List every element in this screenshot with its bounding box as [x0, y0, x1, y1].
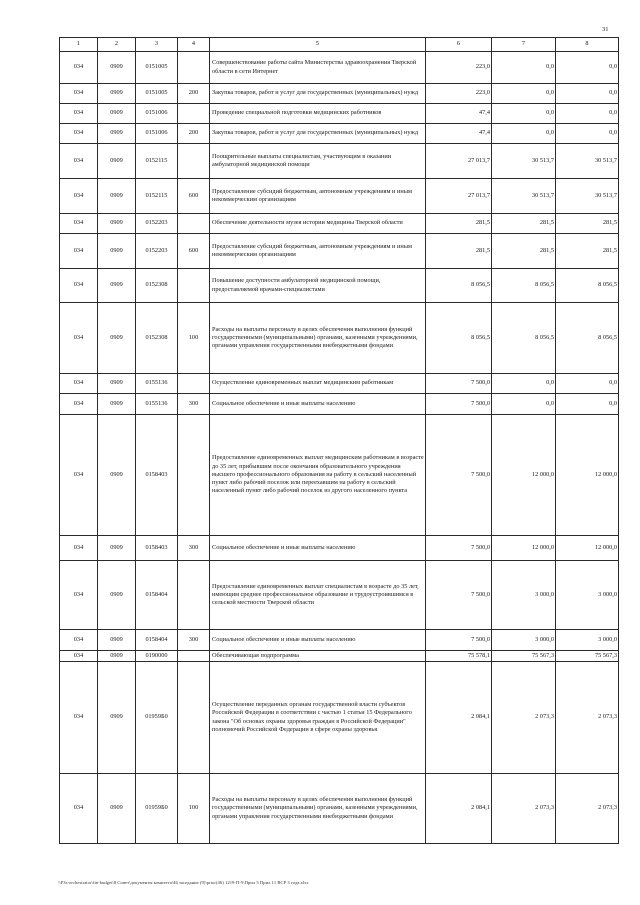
- cell-description: Совершенствование работы сайта Министерства здравоохранения Тверской области в сети Интернет: [210, 52, 426, 84]
- cell-admin-code: 034: [60, 234, 98, 269]
- cell-value-col8: 30 513,7: [556, 179, 619, 214]
- cell-value-col8: 8 056,5: [556, 269, 619, 303]
- header-cell: 8: [556, 38, 619, 52]
- cell-expense-type: 100: [178, 303, 210, 374]
- cell-section-code: 0909: [98, 630, 136, 651]
- cell-value-col8: 12 000,0: [556, 415, 619, 536]
- cell-value-col7: 2 073,3: [492, 662, 556, 774]
- cell-description: Предоставление единовременных выплат специалистам в возрасте до 35 лет, имеющим среднее профессиональное образование и трудоустроившимся в сельской местности Тверской области: [210, 561, 426, 630]
- cell-target-code: 0152115: [136, 144, 178, 179]
- cell-target-code: 0152308: [136, 269, 178, 303]
- cell-section-code: 0909: [98, 84, 136, 104]
- cell-value-col6: 2 084,1: [426, 662, 492, 774]
- header-cell: 6: [426, 38, 492, 52]
- cell-description: Социальное обеспечение и иные выплаты населению: [210, 394, 426, 415]
- cell-expense-type: 300: [178, 536, 210, 561]
- table-row: [60, 104, 619, 124]
- cell-section-code: 0909: [98, 124, 136, 144]
- cell-description: Расходы на выплаты персоналу в целях обеспечения выполнения функций государственными (муниципальными) органами, казенными учреждениями, органами управления государственными внебюджетными фондами: [210, 774, 426, 844]
- table-row: [60, 52, 619, 84]
- cell-value-col7: 3 000,0: [492, 561, 556, 630]
- cell-admin-code: 034: [60, 536, 98, 561]
- cell-description: Проведение специальной подготовки медицинских работников: [210, 104, 426, 124]
- table-row: [60, 144, 619, 179]
- cell-expense-type: [178, 415, 210, 536]
- cell-value-col7: 0,0: [492, 84, 556, 104]
- cell-target-code: 01959Б0: [136, 774, 178, 844]
- cell-value-col6: 27 013,7: [426, 179, 492, 214]
- cell-target-code: 0152203: [136, 234, 178, 269]
- cell-value-col8: 0,0: [556, 104, 619, 124]
- cell-expense-type: 200: [178, 84, 210, 104]
- cell-expense-type: 300: [178, 630, 210, 651]
- cell-admin-code: 034: [60, 144, 98, 179]
- cell-description: Предоставление единовременных выплат медицинским работникам в возрасте до 35 лет, прибывшим после окончания образовательного учреждения высшего профессионального образования на работу в сельский населенный пункт либо рабочий поселок или переехавшим на работу в сельский населенный пункт либо рабочий поселок из другого населенного пункта: [210, 415, 426, 536]
- cell-expense-type: 600: [178, 234, 210, 269]
- cell-target-code: 0158403: [136, 415, 178, 536]
- cell-section-code: 0909: [98, 303, 136, 374]
- cell-value-col6: 7 500,0: [426, 630, 492, 651]
- cell-value-col7: 12 000,0: [492, 536, 556, 561]
- cell-value-col8: 8 056,5: [556, 303, 619, 374]
- cell-expense-type: [178, 144, 210, 179]
- cell-admin-code: 034: [60, 104, 98, 124]
- table-row: [60, 303, 619, 374]
- cell-value-col8: 3 000,0: [556, 630, 619, 651]
- cell-value-col8: 281,5: [556, 234, 619, 269]
- cell-expense-type: 300: [178, 394, 210, 415]
- page-number: 31: [602, 26, 609, 33]
- cell-value-col7: 30 513,7: [492, 179, 556, 214]
- cell-value-col6: 2 084,1: [426, 774, 492, 844]
- cell-admin-code: 034: [60, 394, 98, 415]
- cell-expense-type: 200: [178, 124, 210, 144]
- cell-value-col8: 0,0: [556, 394, 619, 415]
- cell-value-col7: 0,0: [492, 374, 556, 394]
- header-cell: 7: [492, 38, 556, 52]
- cell-section-code: 0909: [98, 104, 136, 124]
- cell-value-col6: 7 500,0: [426, 536, 492, 561]
- cell-expense-type: [178, 662, 210, 774]
- table-row: [60, 394, 619, 415]
- table-row: [60, 774, 619, 844]
- cell-value-col8: 75 567,3: [556, 651, 619, 662]
- cell-section-code: 0909: [98, 415, 136, 536]
- cell-admin-code: 034: [60, 561, 98, 630]
- cell-value-col7: 8 056,5: [492, 303, 556, 374]
- cell-value-col6: 281,5: [426, 214, 492, 234]
- cell-description: Предоставление субсидий бюджетным, автономным учреждениям и иным некоммерческим организациям: [210, 179, 426, 214]
- cell-expense-type: [178, 214, 210, 234]
- cell-value-col8: 281,5: [556, 214, 619, 234]
- cell-expense-type: [178, 651, 210, 662]
- cell-admin-code: 034: [60, 179, 98, 214]
- cell-description: Осуществление единовременных выплат медицинским работникам: [210, 374, 426, 394]
- cell-value-col7: 12 000,0: [492, 415, 556, 536]
- cell-target-code: 0190000: [136, 651, 178, 662]
- cell-admin-code: 034: [60, 214, 98, 234]
- cell-target-code: 0152115: [136, 179, 178, 214]
- cell-admin-code: 034: [60, 662, 98, 774]
- cell-admin-code: 034: [60, 630, 98, 651]
- cell-value-col7: 75 567,3: [492, 651, 556, 662]
- table-row: [60, 214, 619, 234]
- budget-table: [59, 37, 619, 844]
- table-row: [60, 124, 619, 144]
- table-row: [60, 374, 619, 394]
- cell-value-col6: 27 013,7: [426, 144, 492, 179]
- cell-target-code: 0151005: [136, 52, 178, 84]
- cell-value-col6: 7 500,0: [426, 394, 492, 415]
- table-row: [60, 651, 619, 662]
- cell-description: Обеспечивающая подпрограмма: [210, 651, 426, 662]
- cell-value-col7: 281,5: [492, 234, 556, 269]
- cell-target-code: 0152308: [136, 303, 178, 374]
- cell-section-code: 0909: [98, 52, 136, 84]
- cell-expense-type: [178, 374, 210, 394]
- table-row: [60, 269, 619, 303]
- header-cell: 4: [178, 38, 210, 52]
- header-cell: 2: [98, 38, 136, 52]
- cell-value-col6: 7 500,0: [426, 561, 492, 630]
- cell-value-col6: 8 056,5: [426, 303, 492, 374]
- cell-target-code: 0158404: [136, 561, 178, 630]
- cell-expense-type: [178, 561, 210, 630]
- table-row: [60, 630, 619, 651]
- cell-section-code: 0909: [98, 536, 136, 561]
- table-row: [60, 415, 619, 536]
- cell-admin-code: 034: [60, 303, 98, 374]
- cell-expense-type: [178, 52, 210, 84]
- cell-section-code: 0909: [98, 651, 136, 662]
- cell-section-code: 0909: [98, 662, 136, 774]
- cell-value-col7: 30 513,7: [492, 144, 556, 179]
- cell-admin-code: 034: [60, 84, 98, 104]
- cell-value-col7: 281,5: [492, 214, 556, 234]
- cell-section-code: 0909: [98, 179, 136, 214]
- cell-value-col6: 223,0: [426, 52, 492, 84]
- cell-value-col8: 30 513,7: [556, 144, 619, 179]
- cell-description: Расходы на выплаты персоналу в целях обеспечения выполнения функций государственными (муниципальными) органами, казенными учреждениями, органами управления государственными внебюджетными фондами: [210, 303, 426, 374]
- cell-description: Предоставление субсидий бюджетным, автономным учреждениям и иным некоммерческим организациям: [210, 234, 426, 269]
- cell-expense-type: [178, 269, 210, 303]
- header-row: [60, 38, 619, 52]
- cell-section-code: 0909: [98, 394, 136, 415]
- table-row: [60, 662, 619, 774]
- cell-admin-code: 034: [60, 124, 98, 144]
- cell-section-code: 0909: [98, 234, 136, 269]
- cell-value-col8: 2 073,3: [556, 774, 619, 844]
- cell-section-code: 0909: [98, 269, 136, 303]
- cell-value-col8: 3 000,0: [556, 561, 619, 630]
- cell-target-code: 0151005: [136, 84, 178, 104]
- cell-value-col8: 0,0: [556, 124, 619, 144]
- cell-target-code: 0158404: [136, 630, 178, 651]
- cell-target-code: 01959Б0: [136, 662, 178, 774]
- cell-value-col6: 223,0: [426, 84, 492, 104]
- cell-expense-type: 600: [178, 179, 210, 214]
- table-row: [60, 179, 619, 214]
- table-row: [60, 561, 619, 630]
- cell-section-code: 0909: [98, 774, 136, 844]
- cell-description: Социальное обеспечение и иные выплаты населению: [210, 536, 426, 561]
- cell-description: Повышение доступности амбулаторной медицинской помощи, предоставляемой врачами-специалистами: [210, 269, 426, 303]
- cell-value-col8: 0,0: [556, 374, 619, 394]
- file-path-footer: \\F3s-orchestrator\fin-budget\8 Совет\документы комитета\46 заседание (9)\prior(46) 1219-П-5\Прил 5 Прил 11 ВСР 3 года.xlsx: [58, 880, 309, 885]
- cell-value-col8: 2 073,3: [556, 662, 619, 774]
- cell-description: Обеспечение деятельности музея истории медицины Тверской области: [210, 214, 426, 234]
- cell-value-col7: 3 000,0: [492, 630, 556, 651]
- cell-admin-code: 034: [60, 415, 98, 536]
- cell-admin-code: 034: [60, 269, 98, 303]
- cell-description: Социальное обеспечение и иные выплаты населению: [210, 630, 426, 651]
- header-cell: 5: [210, 38, 426, 52]
- cell-value-col6: 7 500,0: [426, 374, 492, 394]
- table-row: [60, 234, 619, 269]
- cell-value-col8: 0,0: [556, 52, 619, 84]
- cell-value-col7: 0,0: [492, 124, 556, 144]
- cell-admin-code: 034: [60, 651, 98, 662]
- cell-description: Поощрительные выплаты специалистам, участвующим в оказании амбулаторной медицинской помощи: [210, 144, 426, 179]
- cell-value-col7: 0,0: [492, 104, 556, 124]
- cell-value-col6: 47,4: [426, 104, 492, 124]
- table-row: [60, 536, 619, 561]
- cell-expense-type: 100: [178, 774, 210, 844]
- cell-value-col7: 8 056,5: [492, 269, 556, 303]
- cell-description: Закупка товаров, работ и услуг для государственных (муниципальных) нужд: [210, 124, 426, 144]
- cell-admin-code: 034: [60, 774, 98, 844]
- cell-admin-code: 034: [60, 374, 98, 394]
- cell-description: Осуществление переданных органам государственной власти субъектов Российской Федерации в соответствии с частью 1 статьи 15 Федерального закона "Об основах охраны здоровья граждан в Российской Федерации" полномочий Российской Федерации в сфере охраны здоровья: [210, 662, 426, 774]
- cell-value-col6: 75 578,1: [426, 651, 492, 662]
- cell-value-col6: 8 056,5: [426, 269, 492, 303]
- cell-value-col7: 0,0: [492, 394, 556, 415]
- cell-target-code: 0155136: [136, 394, 178, 415]
- cell-target-code: 0151006: [136, 124, 178, 144]
- cell-value-col7: 2 073,3: [492, 774, 556, 844]
- cell-admin-code: 034: [60, 52, 98, 84]
- cell-value-col8: 0,0: [556, 84, 619, 104]
- cell-section-code: 0909: [98, 561, 136, 630]
- cell-section-code: 0909: [98, 374, 136, 394]
- cell-target-code: 0158403: [136, 536, 178, 561]
- cell-value-col6: 281,5: [426, 234, 492, 269]
- cell-section-code: 0909: [98, 214, 136, 234]
- cell-description: Закупка товаров, работ и услуг для государственных (муниципальных) нужд: [210, 84, 426, 104]
- header-cell: 1: [60, 38, 98, 52]
- cell-value-col8: 12 000,0: [556, 536, 619, 561]
- cell-target-code: 0155136: [136, 374, 178, 394]
- cell-value-col7: 0,0: [492, 52, 556, 84]
- cell-target-code: 0152203: [136, 214, 178, 234]
- table-row: [60, 84, 619, 104]
- cell-value-col6: 7 500,0: [426, 415, 492, 536]
- cell-expense-type: [178, 104, 210, 124]
- cell-value-col6: 47,4: [426, 124, 492, 144]
- cell-section-code: 0909: [98, 144, 136, 179]
- header-cell: 3: [136, 38, 178, 52]
- cell-target-code: 0151006: [136, 104, 178, 124]
